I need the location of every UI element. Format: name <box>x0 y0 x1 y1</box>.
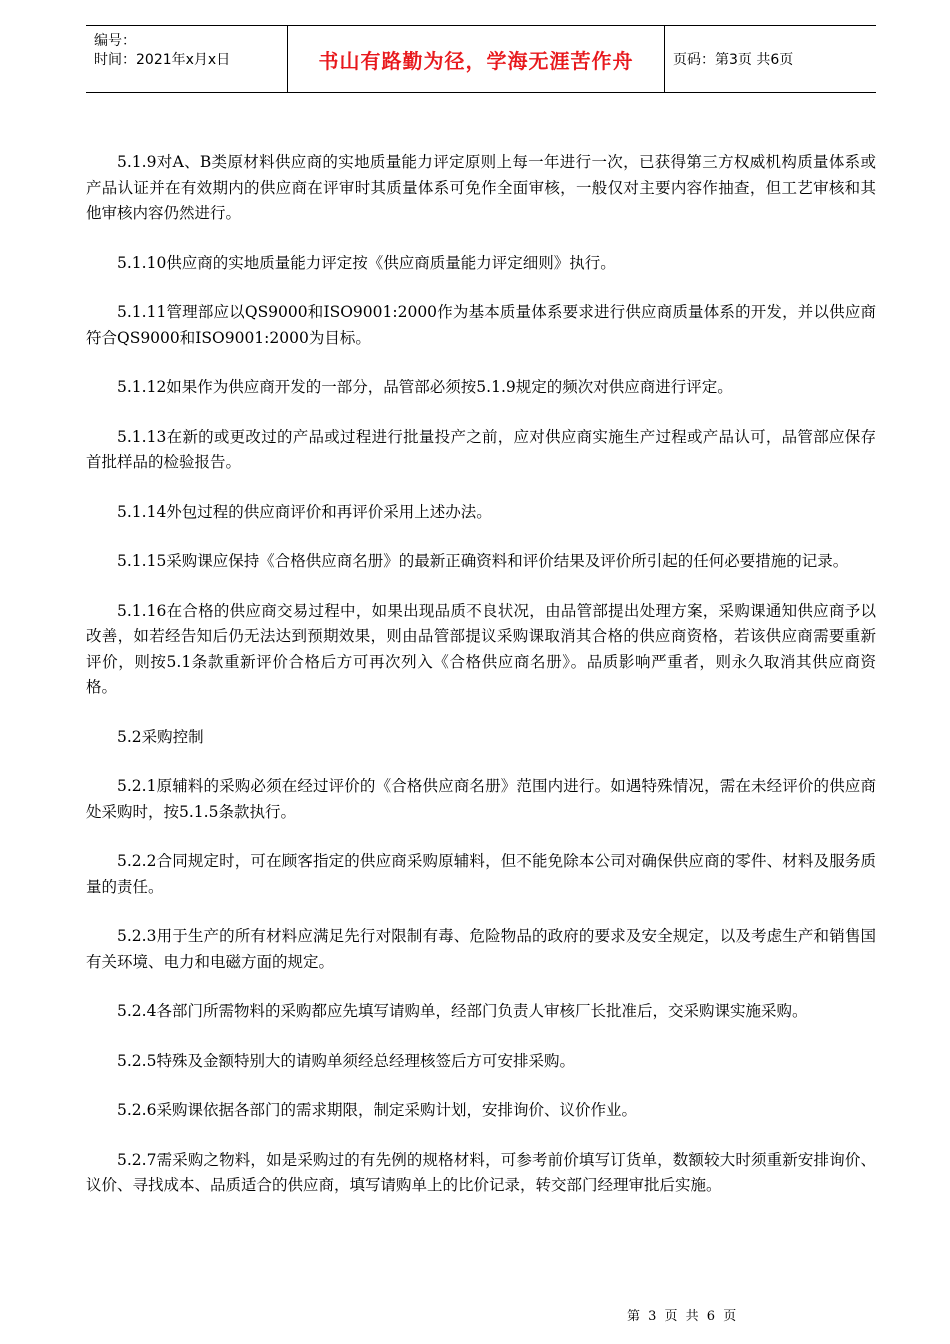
paragraph-5-1-14: 5.1.14外包过程的供应商评价和再评价采用上述办法。 <box>117 502 492 521</box>
document-number-label: 编号： <box>94 33 136 49</box>
header-motto: 书山有路勤为径，学海无涯苦作舟 <box>287 26 665 92</box>
header-page-label: 页码：第3页 共6页 <box>673 52 794 68</box>
paragraph-5-1-16: 5.1.16在合格的供应商交易过程中，如果出现品质不良状况，由品管部提出处理方案，采购课通知供应商予以改善，如若经告知后仍无法达到预期效果，则由品管部提议采购课取消其合格的供应商资格，若该供应商需要重新评价，则按5.1条款重新评价合格后方可再次列入《合格供应商名册》。品质影响严重者，则永久取消其供应商资格。 <box>86 601 876 696</box>
paragraph-5-2-4: 5.2.4各部门所需物料的采购都应先填写请购单，经部门负责人审核厂长批准后，交采购课实施采购。 <box>117 1002 808 1020</box>
paragraph-5-1-10: 5.1.10供应商的实地质量能力评定按《供应商质量能力评定细则》执行。 <box>117 253 616 272</box>
document-time-label: 时间：2021年x月x日 <box>94 52 231 68</box>
paragraph-5-1-15: 5.1.15采购课应保持《合格供应商名册》的最新正确资料和评价结果及评价所引起的任何必要措施的记录。 <box>117 552 849 570</box>
paragraph-5-2-7: 5.2.7需采购之物料，如是采购过的有先例的规格材料，可参考前价填写订货单，数额较大时须重新安排询价、议价、寻找成本、品质适合的供应商，填写请购单上的比价记录，转交部门经理审批后实施。 <box>86 1150 876 1194</box>
paragraph-5-1-11: 5.1.11管理部应以QS9000和ISO9001:2000作为基本质量体系要求进行供应商质量体系的开发，并以供应商符合QS9000和ISO9001:2000为目标。 <box>86 303 876 347</box>
document-body <box>86 150 876 1223</box>
section-heading-5-2: 5.2采购控制 <box>117 727 204 746</box>
paragraph-5-2-1: 5.2.1原辅料的采购必须在经过评价的《合格供应商名册》范围内进行。如遇特殊情况，需在未经评价的供应商处采购时，按5.1.5条款执行。 <box>86 777 876 821</box>
paragraph-5-2-6: 5.2.6采购课依据各部门的需求期限，制定采购计划，安排询价、议价作业。 <box>117 1101 637 1119</box>
page-footer: 第 3 页 共 6 页 <box>627 1309 739 1324</box>
paragraph-5-1-13: 5.1.13在新的或更改过的产品或过程进行批量投产之前，应对供应商实施生产过程或产品认可，品管部应保存首批样品的检验报告。 <box>86 427 876 471</box>
header-info-cell <box>86 26 287 92</box>
page-header <box>86 25 876 93</box>
paragraph-5-2-3: 5.2.3用于生产的所有材料应满足先行对限制有毒、危险物品的政府的要求及安全规定，以及考虑生产和销售国有关环境、电力和电磁方面的规定。 <box>86 927 876 971</box>
paragraph-5-1-9: 5.1.9对A、B类原材料供应商的实地质量能力评定原则上每一年进行一次，已获得第三方权威机构质量体系或产品认证并在有效期内的供应商在评审时其质量体系可免作全面审核，一般仅对主要内容作抽查，但工艺审核和其他审核内容仍然进行。 <box>86 153 876 222</box>
paragraph-5-2-2: 5.2.2合同规定时，可在顾客指定的供应商采购原辅料，但不能免除本公司对确保供应商的零件、材料及服务质量的责任。 <box>86 852 876 896</box>
paragraph-5-1-12: 5.1.12如果作为供应商开发的一部分，品管部必须按5.1.9规定的频次对供应商进行评定。 <box>117 378 733 396</box>
paragraph-5-2-5: 5.2.5特殊及金额特别大的请购单须经总经理核签后方可安排采购。 <box>117 1051 575 1070</box>
